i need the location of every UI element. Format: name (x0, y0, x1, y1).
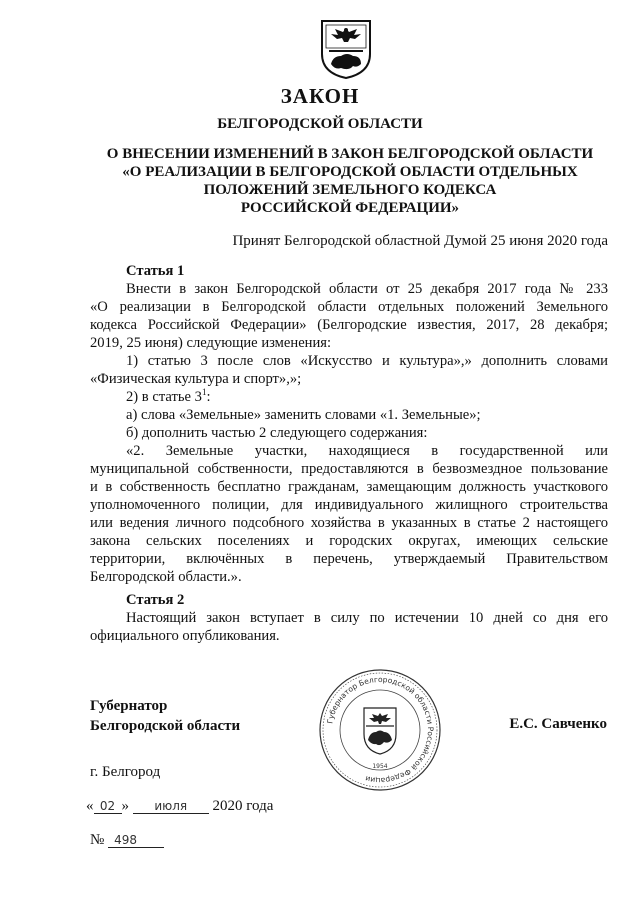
text-line: Настоящий закон вступает в силу по истечении 10 дней со дня его (126, 610, 608, 626)
number-label: № (90, 832, 105, 848)
date-year: 2020 года (212, 798, 274, 814)
text-line: 2019, 25 июня) следующие изменения: (90, 335, 332, 351)
adoption-note: Принят Белгородской областной Думой 25 июня 2020 года (232, 233, 608, 249)
signatory-title-line: Белгородской области (90, 718, 241, 734)
text-line: закона сельских поселениях и городских округах, имеющих сельские (90, 533, 608, 549)
text-line: Внести в закон Белгородской области от 25 декабря 2017 года № 233 (126, 281, 608, 297)
text-line: кодекса Российской Федерации» (Белгородские известия, 2017, 28 декабря; (90, 317, 608, 333)
law-subject (90, 145, 610, 217)
signatory-name: Е.С. Савченко (509, 716, 607, 732)
text-line: территории, включённых в перечень, утверждаемый Правительством (90, 551, 608, 567)
text-line: «О реализации в Белгородской области отдельных положений Земельного (90, 299, 608, 315)
text-line: уполномоченного полиции, для индивидуального жилищного строительства (90, 497, 608, 513)
text-fragment: : (206, 389, 211, 405)
text-line: 1) статью 3 после слов «Искусство и культура»,» дополнить словами (126, 353, 608, 369)
text-line (90, 388, 608, 406)
seal-emblem-icon (364, 708, 396, 754)
text-line: или ведения личного подсобного хозяйства в указанных в статье 2 настоящего (90, 515, 608, 531)
superscript: 1 (201, 387, 207, 398)
text-line: и в собственность бесплатно гражданам, замещающим должность участкового (90, 479, 608, 495)
text-line: «2. Земельные участки, находящиеся в государственной или (126, 443, 608, 459)
coat-of-arms-icon (319, 18, 373, 80)
svg-text:Губернатор Белгородской област: Губернатор Белгородской области Российской Федерации (325, 674, 436, 786)
text-line: б) дополнить частью 2 следующего содержания: (126, 425, 428, 441)
signing-date (86, 798, 273, 815)
text-fragment: 2) в статье 3 (126, 389, 202, 405)
article-heading: Статья 1 (126, 263, 185, 279)
date-quote-close: » (121, 798, 129, 814)
signatory-title (90, 696, 240, 736)
law-number (90, 832, 164, 849)
official-seal (318, 668, 442, 792)
article-heading: Статья 2 (126, 592, 185, 608)
text-line: официального опубликования. (90, 628, 280, 644)
subject-line: РОССИЙСКОЙ ФЕДЕРАЦИИ» (240, 200, 460, 216)
date-quote-open: « (86, 798, 94, 814)
subject-line: «О РЕАЛИЗАЦИИ В БЕЛГОРОДСКОЙ ОБЛАСТИ ОТДЕЛЬНЫХ (122, 164, 578, 180)
article-2 (90, 591, 608, 645)
date-month: июля (133, 799, 209, 814)
subject-line: О ВНЕСЕНИИ ИЗМЕНЕНИЙ В ЗАКОН БЕЛГОРОДСКОЙ ОБЛАСТИ (106, 146, 594, 162)
city: г. Белгород (90, 764, 161, 780)
subject-line: ПОЛОЖЕНИЙ ЗЕМЕЛЬНОГО КОДЕКСА (203, 182, 497, 198)
signatory-title-line: Губернатор (90, 698, 168, 714)
document-type: ЗАКОН (280, 84, 360, 108)
text-line: а) слова «Земельные» заменить словами «1. Земельные»; (126, 407, 481, 423)
date-day: 02 (94, 799, 122, 814)
text-line: Белгородской области.». (90, 569, 242, 585)
article-1 (90, 262, 608, 586)
number-value: 498 (108, 833, 164, 848)
text-line: «Физическая культура и спорт»,»; (90, 371, 302, 387)
document-region: БЕЛГОРОДСКОЙ ОБЛАСТИ (217, 116, 423, 132)
svg-text:1954: 1954 (372, 763, 388, 770)
text-line: муниципальной собственности, предоставляются в безвозмездное пользование (90, 461, 608, 477)
